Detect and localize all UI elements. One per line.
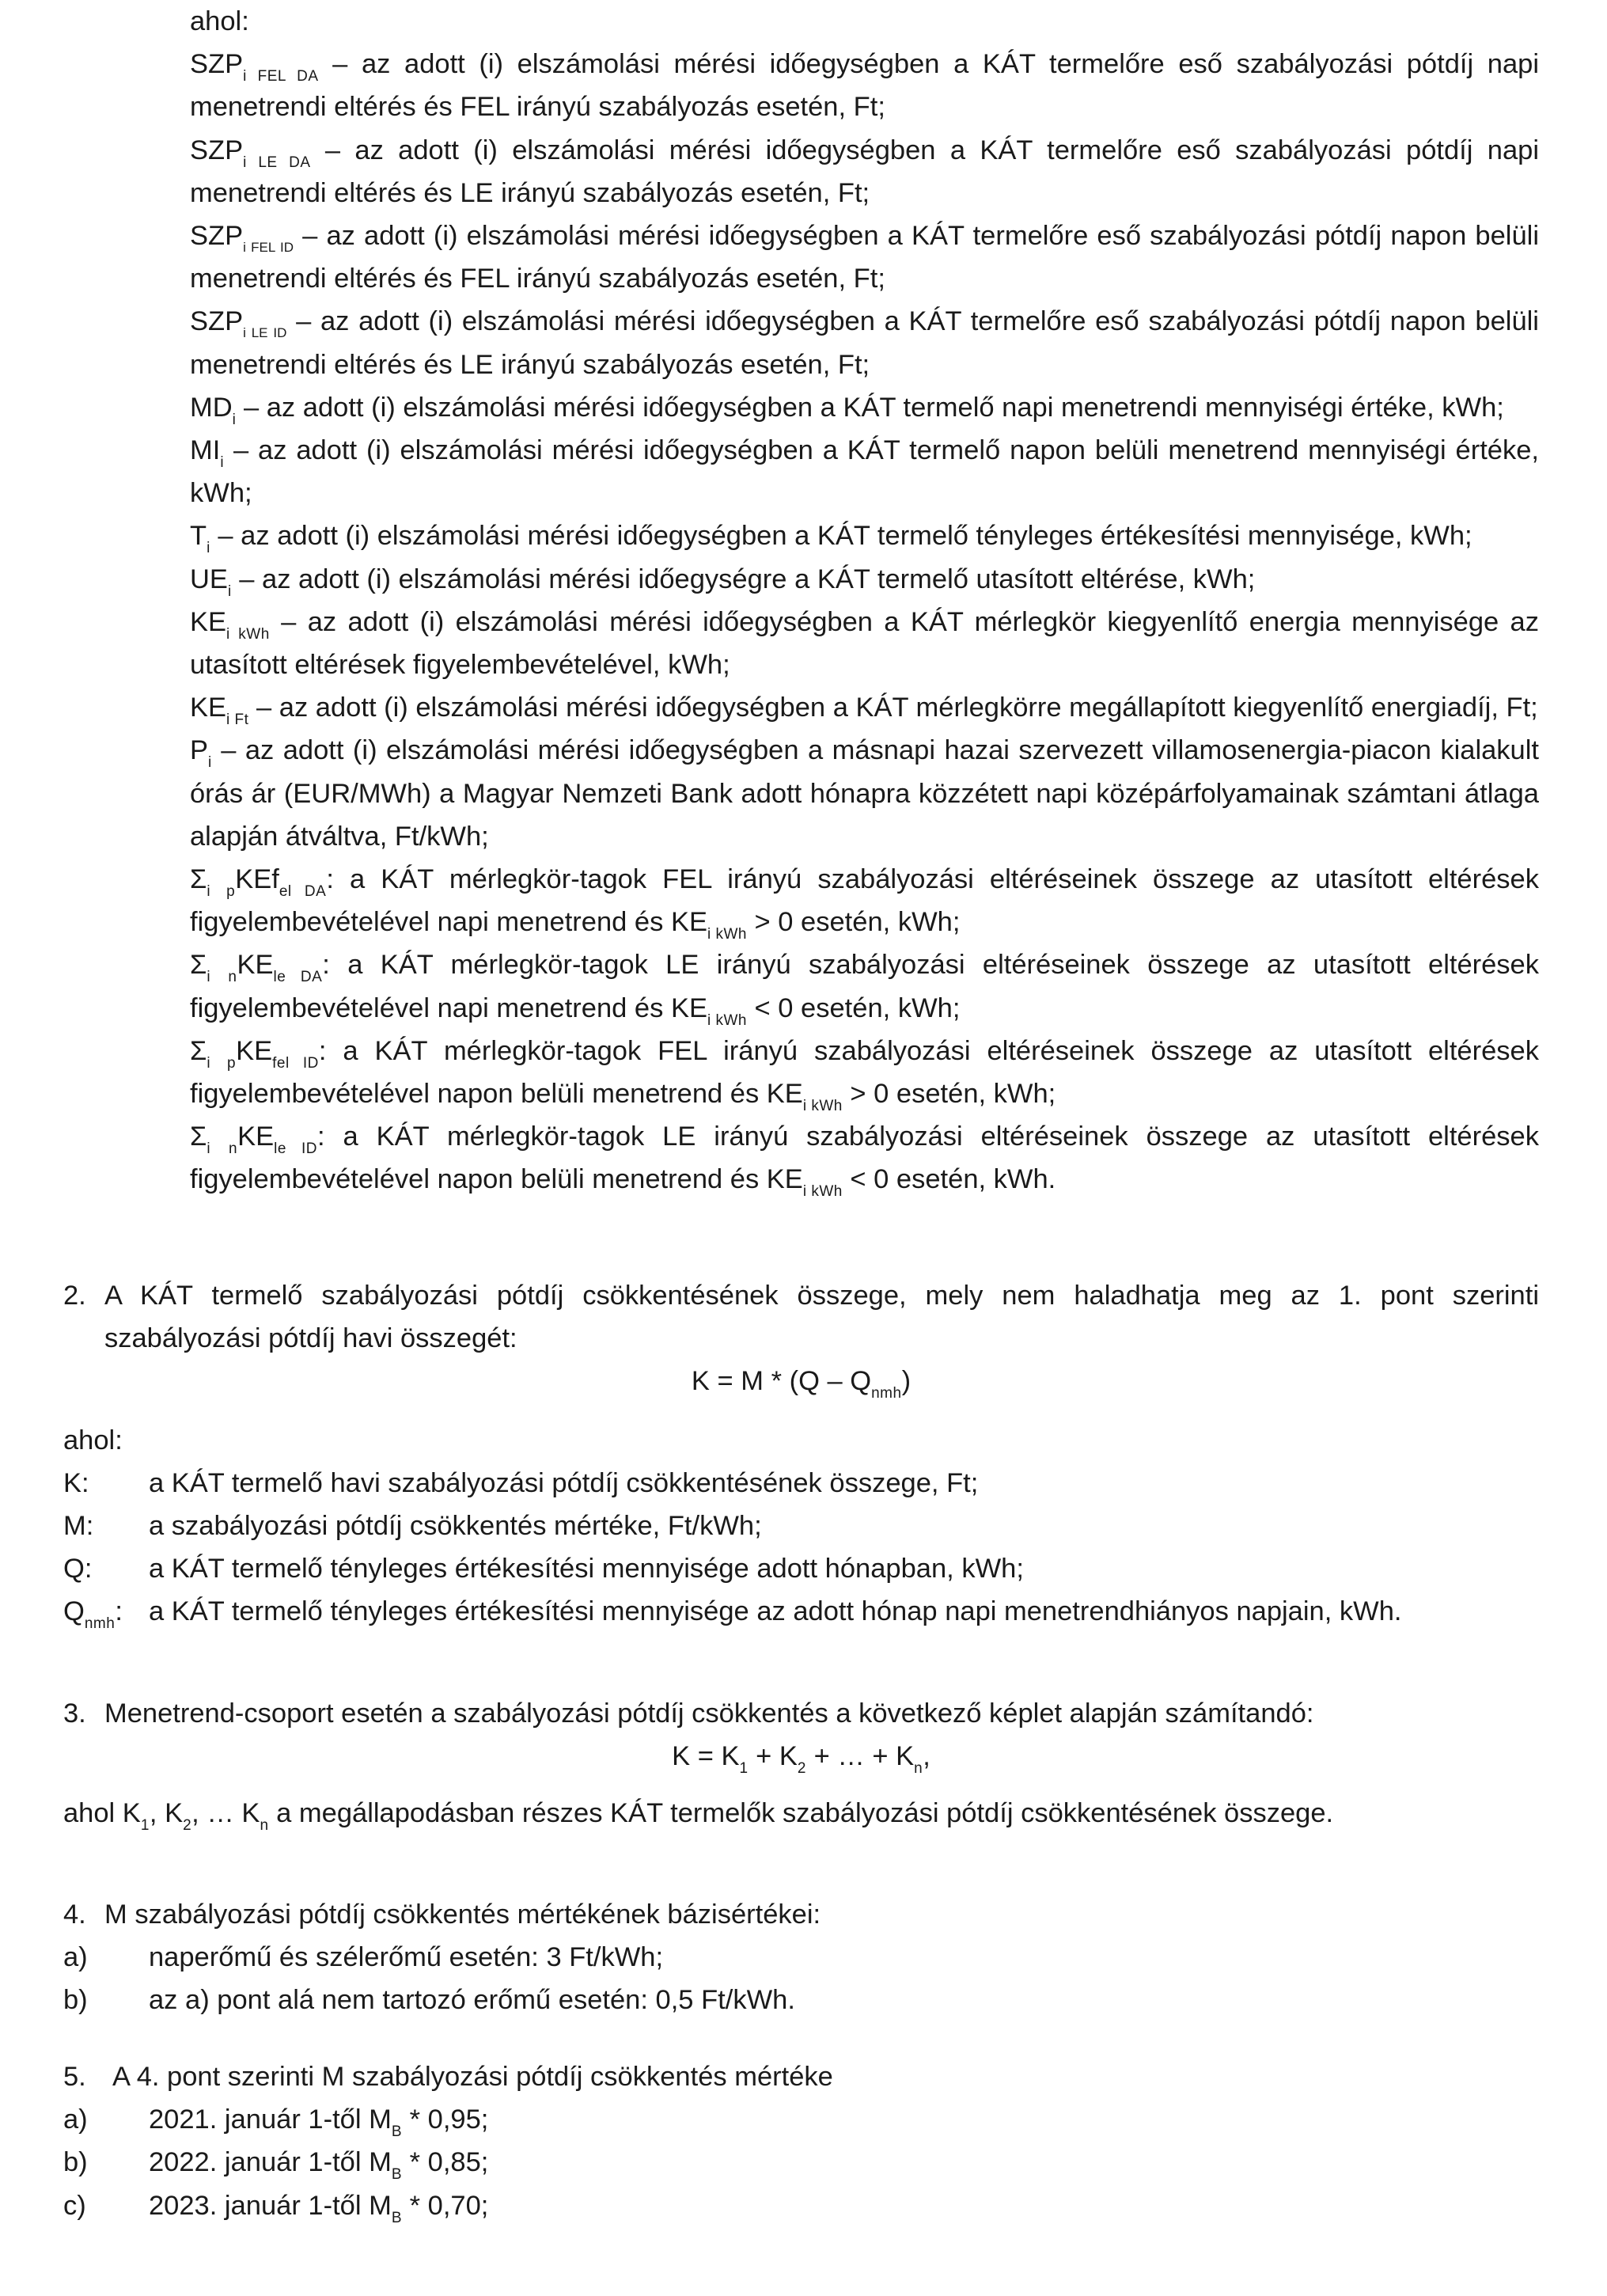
definition-text: – az adott (i) elszámolási mérési időegységben a KÁT termelő napon belüli menetrend mennyiségi értéke, kWh; — [190, 435, 1539, 509]
formula-text: + K — [748, 1741, 798, 1772]
symbol: UE — [190, 564, 228, 594]
subscript: le ID — [274, 1140, 317, 1158]
list-label: a) — [63, 2104, 88, 2135]
section-4 — [63, 1893, 1539, 2022]
def-m — [63, 1505, 1539, 1547]
def-t — [190, 514, 1539, 557]
subscript: 1 — [140, 1817, 150, 1835]
formula-text: + … + K — [806, 1741, 915, 1772]
term-text: a KÁT termelő havi szabályozási pótdíj csökkentésének összege, Ft; — [149, 1467, 979, 1498]
ahol-label: ahol: — [63, 1425, 123, 1455]
term-label: M: — [63, 1511, 94, 1542]
symbol: MI — [190, 435, 221, 466]
def-k — [63, 1462, 1539, 1505]
definition-text: – az adott (i) elszámolási mérési időegységben a KÁT termelőre eső szabályozási pótdíj napi menetrendi eltérés és LE irányú szabályozás esetén, Ft; — [190, 135, 1539, 208]
definition-text: – az adott (i) elszámolási mérési időegységre a KÁT termelő utasított eltérése, kWh; — [231, 564, 1256, 594]
def-q — [63, 1547, 1539, 1590]
symbol: T — [190, 521, 207, 552]
list-item-a — [63, 2098, 1539, 2141]
text: 2022. január 1-től M — [149, 2147, 392, 2178]
subscript: B — [391, 2209, 403, 2226]
list-item-a — [63, 1936, 1539, 1979]
subscript: i kWh — [707, 1011, 747, 1029]
subscript: i — [207, 969, 211, 986]
subscript: n — [914, 1760, 923, 1778]
definition-text: – az adott (i) elszámolási mérési időegységben a KÁT mérlegkör kiegyenlítő energia mennyisége az utasított eltérések figyelembevételével, kWh; — [190, 606, 1539, 681]
symbol: KE — [237, 950, 274, 981]
term-text: a szabályozási pótdíj csökkentés mértéke, Ft/kWh; — [149, 1511, 762, 1542]
definition-text: : a KÁT mérlegkör-tagok FEL irányú szabályozási eltéréseinek összege az utasított eltérések figyelembevételével napon belüli menetrend és KE — [190, 1035, 1539, 1110]
colon: : — [115, 1596, 123, 1627]
subscript: fel ID — [272, 1054, 319, 1072]
subscript: n — [260, 1817, 269, 1835]
def-ke-ft — [190, 686, 1539, 729]
section-text: Menetrend-csoport esetén a szabályozási pótdíj csökkentés a következő képlet alapján számítandó: — [104, 1698, 1314, 1729]
list-item-b — [63, 1979, 1539, 2021]
list-label: b) — [63, 1985, 88, 2016]
sigma-symbol: Σ — [190, 1035, 207, 1066]
symbol: SZP — [190, 49, 244, 80]
subscript: nmh — [84, 1615, 116, 1633]
section-number: 2. — [63, 1281, 86, 1311]
def-ue — [190, 558, 1539, 601]
subscript: n — [228, 1140, 238, 1158]
term-text: a KÁT termelő tényleges értékesítési mennyisége adott hónapban, kWh; — [149, 1554, 1024, 1584]
list-item-c — [63, 2184, 1539, 2227]
subscript: i kWh — [802, 1098, 843, 1115]
section-4-heading — [63, 1893, 1539, 1936]
definition-text: – az adott (i) elszámolási mérési időegységben a KÁT termelőre eső szabályozási pótdíj napon belüli menetrendi eltérés és FEL irányú szabályozás esetén, Ft; — [190, 221, 1539, 294]
subscript: i — [207, 540, 210, 557]
subscript: i LE ID — [243, 325, 287, 341]
subscript: p — [227, 1054, 237, 1072]
symbol: KE — [236, 1035, 273, 1066]
term-label: Q: — [63, 1554, 93, 1584]
def-sum-fel-id — [190, 1030, 1539, 1115]
symbol: MD — [190, 392, 233, 423]
list-text — [149, 2141, 488, 2184]
subscript: i — [220, 454, 225, 472]
text: * 0,70; — [402, 2190, 489, 2221]
section-5 — [63, 2055, 1539, 2227]
formula-text: K = M * (Q – Q — [691, 1366, 872, 1397]
definition-text: – az adott (i) elszámolási mérési időegységben a KÁT termelőre eső szabályozási pótdíj napon belüli menetrendi eltérés és LE irányú szabályozás esetén, Ft; — [190, 306, 1539, 380]
def-mi — [190, 429, 1539, 514]
subscript: p — [226, 883, 236, 901]
subscript: el DA — [279, 883, 327, 901]
term-label — [63, 1590, 149, 1633]
text: * 0,95; — [402, 2104, 489, 2135]
subscript: 2 — [183, 1817, 192, 1835]
list-text — [149, 2098, 488, 2141]
text: , K — [149, 1798, 184, 1829]
definition-text: < 0 esetén, kWh. — [842, 1164, 1056, 1195]
subscript: le DA — [273, 969, 323, 986]
symbol: KE — [190, 693, 227, 723]
symbol: Q — [63, 1596, 85, 1627]
subscript: nmh — [871, 1385, 902, 1402]
def-p — [190, 729, 1539, 858]
symbol: SZP — [190, 306, 244, 337]
list-item-b — [63, 2141, 1539, 2184]
subscript: i LE DA — [243, 154, 311, 171]
section-text: A 4. pont szerinti M szabályozási pótdíj csökkentés mértéke — [112, 2062, 833, 2092]
formula-k-sum — [63, 1735, 1539, 1778]
def-ke-kwh — [190, 601, 1539, 686]
list-label: a) — [63, 1942, 88, 1973]
text: , … K — [191, 1798, 260, 1829]
def-szp-le-da — [190, 129, 1539, 214]
section-text: M szabályozási pótdíj csökkentés mértékének bázisértékei: — [104, 1899, 821, 1930]
symbol: KE — [190, 606, 227, 637]
definition-text: : a KÁT mérlegkör-tagok LE irányú szabályozási eltéréseinek összege az utasított eltérések figyelembevételével napi menetrend és KE — [190, 950, 1539, 1023]
section-3 — [63, 1692, 1539, 1835]
subscript: B — [391, 2123, 403, 2141]
subscript: i — [232, 411, 237, 428]
subscript: i Ft — [226, 712, 249, 729]
definition-text: < 0 esetén, kWh; — [746, 992, 961, 1023]
subscript: i kWh — [226, 625, 270, 643]
section-2 — [63, 1274, 1539, 1634]
def-szp-fel-id — [190, 214, 1539, 300]
section-number: 5. — [63, 2062, 86, 2092]
def-sum-fel-da — [190, 858, 1539, 943]
subscript: B — [391, 2166, 403, 2184]
section-number: 4. — [63, 1899, 86, 1930]
subscript: i — [207, 1140, 211, 1158]
definition-text: – az adott (i) elszámolási mérési időegységben a KÁT termelő tényleges értékesítési mennyisége, kWh; — [210, 521, 1472, 552]
symbol: P — [190, 735, 209, 766]
definition-text: > 0 esetén, kWh; — [842, 1079, 1056, 1110]
def-sum-le-id — [190, 1115, 1539, 1201]
definitions-block — [190, 0, 1539, 1201]
ahol-label: ahol: — [190, 6, 249, 36]
formula-text: K = K — [672, 1741, 740, 1772]
text: * 0,85; — [402, 2147, 489, 2178]
definition-text: : a KÁT mérlegkör-tagok LE irányú szabályozási eltéréseinek összege az utasított eltérések figyelembevételével napon belüli menetrend és KE — [190, 1121, 1539, 1195]
definition-text: > 0 esetén, kWh; — [746, 907, 961, 938]
section-2-heading — [63, 1274, 1539, 1360]
subscript: i — [227, 583, 232, 600]
subscript: i — [207, 883, 211, 901]
list-text — [149, 2184, 488, 2227]
list-text: az a) pont alá nem tartozó erőmű esetén: 0,5 Ft/kWh. — [149, 1985, 795, 2016]
subscript: 2 — [797, 1760, 806, 1778]
term-text: a KÁT termelő tényleges értékesítési mennyisége az adott hónap napi menetrendhiányos napjain, kWh. — [149, 1596, 1402, 1627]
symbol: KE — [237, 1121, 275, 1152]
sigma-symbol: Σ — [190, 864, 207, 895]
ahol-k-text — [63, 1792, 1539, 1835]
formula-text: ) — [901, 1366, 912, 1397]
subscript: i kWh — [802, 1183, 843, 1201]
section-3-heading — [63, 1692, 1539, 1735]
subscript: i kWh — [707, 926, 747, 943]
symbol: SZP — [190, 135, 244, 165]
subscript: i — [207, 1054, 211, 1072]
term-label: K: — [63, 1467, 89, 1498]
text: 2023. január 1-től M — [149, 2190, 392, 2221]
text: a megállapodásban részes KÁT termelők szabályozási pótdíj csökkentésének összege. — [268, 1798, 1334, 1829]
definition-text: – az adott (i) elszámolási mérési időegységben a KÁT termelőre eső szabályozási pótdíj napi menetrendi eltérés és FEL irányú szabályozás esetén, Ft; — [190, 49, 1539, 123]
def-sum-le-da — [190, 943, 1539, 1029]
list-label: c) — [63, 2190, 86, 2221]
sigma-symbol: Σ — [190, 950, 207, 981]
def-szp-le-id — [190, 300, 1539, 385]
symbol: KEf — [235, 864, 279, 895]
list-label: b) — [63, 2147, 88, 2178]
def-qnmh — [63, 1590, 1539, 1633]
formula-k — [63, 1360, 1539, 1402]
section-5-heading — [63, 2055, 1539, 2098]
def-md — [190, 386, 1539, 429]
definition-text: – az adott (i) elszámolási mérési időegységben a KÁT termelő napi menetrendi mennyiségi értéke, kWh; — [236, 392, 1504, 423]
subscript: 1 — [739, 1760, 749, 1778]
definition-text: – az adott (i) elszámolási mérési időegységben a másnapi hazai szervezett villamosenergia-piacon kialakult órás ár (EUR/MWh) a Magyar Nemzeti Bank adott hónapra közzétett napi középárfolyamainak számtani átlaga alapján átváltva, Ft/kWh; — [190, 735, 1539, 852]
text: 2021. január 1-től M — [149, 2104, 392, 2135]
def-szp-fel-da — [190, 43, 1539, 128]
subscript: i FEL DA — [243, 68, 319, 85]
text: ahol K — [63, 1798, 141, 1829]
definition-text: – az adott (i) elszámolási mérési időegységben a KÁT mérlegkörre megállapított kiegyenlítő energiadíj, Ft; — [248, 693, 1538, 723]
sigma-symbol: Σ — [190, 1121, 207, 1152]
subscript: n — [228, 969, 237, 986]
subscript: i FEL ID — [243, 240, 294, 256]
formula-text: , — [923, 1741, 930, 1772]
subscript: i — [208, 754, 212, 772]
definition-text: : a KÁT mérlegkör-tagok FEL irányú szabályozási eltéréseinek összege az utasított eltérések figyelembevételével napi menetrend és KE — [190, 864, 1539, 938]
section-text: A KÁT termelő szabályozási pótdíj csökkentésének összege, mely nem haladhatja meg az 1. pont szerinti szabályozási pótdíj havi összegét: — [104, 1281, 1539, 1354]
symbol: SZP — [190, 221, 244, 252]
section-number: 3. — [63, 1698, 86, 1729]
list-text: naperőmű és szélerőmű esetén: 3 Ft/kWh; — [149, 1942, 664, 1973]
